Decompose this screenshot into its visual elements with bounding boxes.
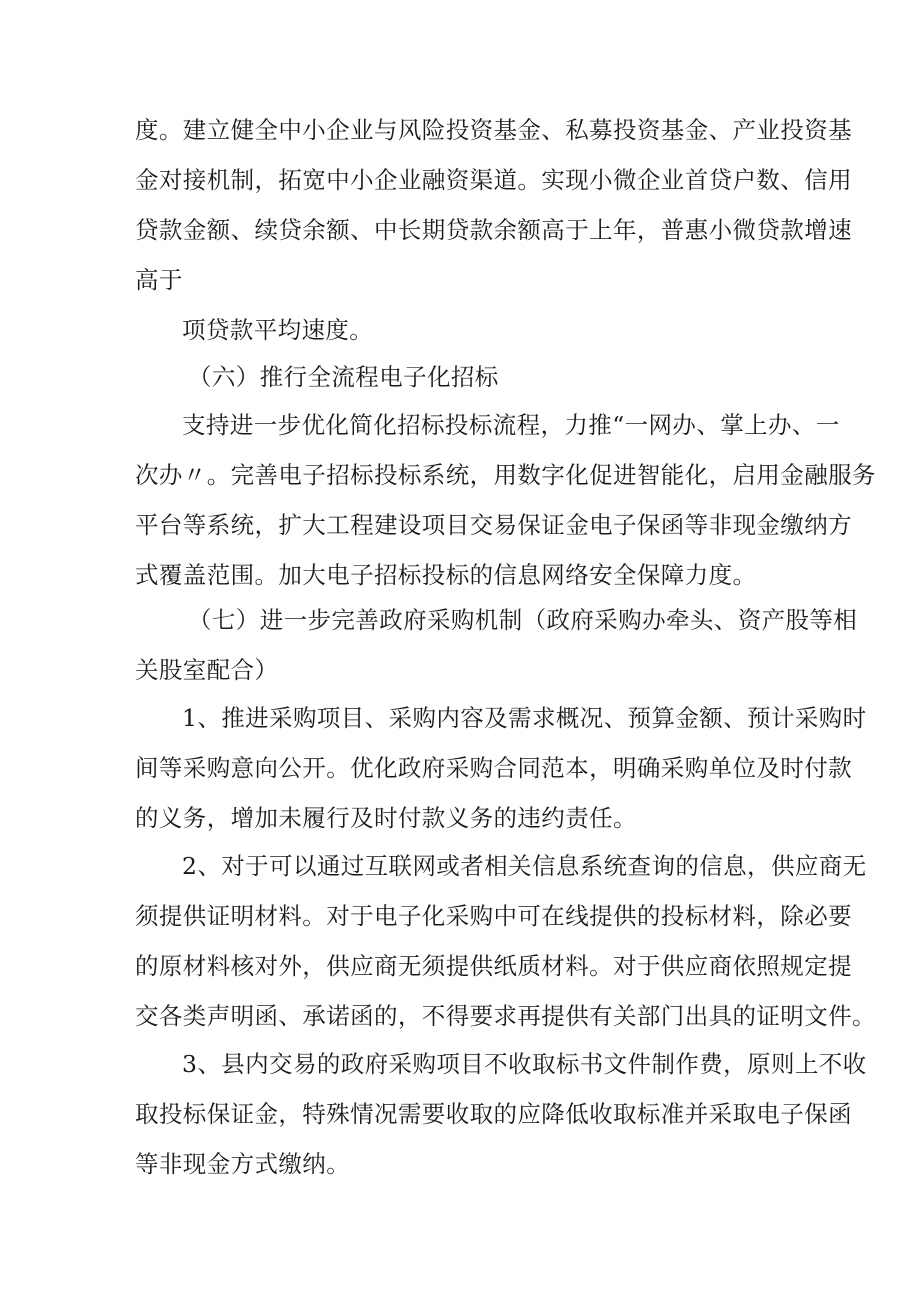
body-text-line: 高于	[135, 266, 183, 294]
body-text-line: 须提供证明材料。对于电子化采购中可在线提供的投标材料，除必要	[135, 902, 852, 930]
body-text-line: 度。建立健全中小企业与风险投资基金、私募投资基金、产业投资基	[135, 116, 852, 144]
body-text-line: 取投标保证金，特殊情况需要收取的应降低收取标准并采取电子保函	[135, 1100, 852, 1128]
body-text-line: 贷款金额、续贷余额、中长期贷款余额高于上年，普惠小微贷款增速	[135, 216, 852, 244]
body-text-line: 等非现金方式缴纳。	[135, 1150, 351, 1178]
section-heading: （六）推行全流程电子化招标	[188, 363, 499, 391]
body-text-line: 式覆盖范围。加大电子招标投标的信息网络安全保障力度。	[135, 561, 757, 589]
body-text-line: 金对接机制，拓宽中小企业融资渠道。实现小微企业首贷户数、信用	[135, 166, 852, 194]
body-text-line: 次办〃。完善电子招标投标系统，用数字化促进智能化，启用金融服务	[135, 461, 876, 489]
body-text-line: 的义务，增加未履行及时付款义务的违约责任。	[135, 804, 637, 832]
body-text-line: 的原材料核对外，供应商无须提供纸质材料。对于供应商依照规定提	[135, 952, 852, 980]
body-text-line: 项贷款平均速度。	[182, 316, 374, 344]
body-text-line: 平台等系统，扩大工程建设项目交易保证金电子保函等非现金缴纳方	[135, 511, 852, 539]
body-text-line: 支持进一步优化简化招标投标流程，力推“一网办、掌上办、一	[182, 411, 840, 439]
section-heading-continued: 关股室配合）	[135, 656, 279, 684]
section-heading: （七）进一步完善政府采购机制（政府采购办牵头、资产股等相	[188, 606, 858, 634]
body-text-line: 3、县内交易的政府采购项目不收取标书文件制作费，原则上不收	[182, 1050, 867, 1078]
body-text-line: 2、对于可以通过互联网或者相关信息系统查询的信息，供应商无	[182, 852, 867, 880]
body-text-line: 1、推进采购项目、采购内容及需求概况、预算金额、预计采购时	[182, 704, 867, 732]
body-text-line: 交各类声明函、承诺函的，不得要求再提供有关部门出具的证明文件。	[135, 1002, 876, 1030]
body-text-line: 间等采购意向公开。优化政府采购合同范本，明确采购单位及时付款	[135, 754, 852, 782]
